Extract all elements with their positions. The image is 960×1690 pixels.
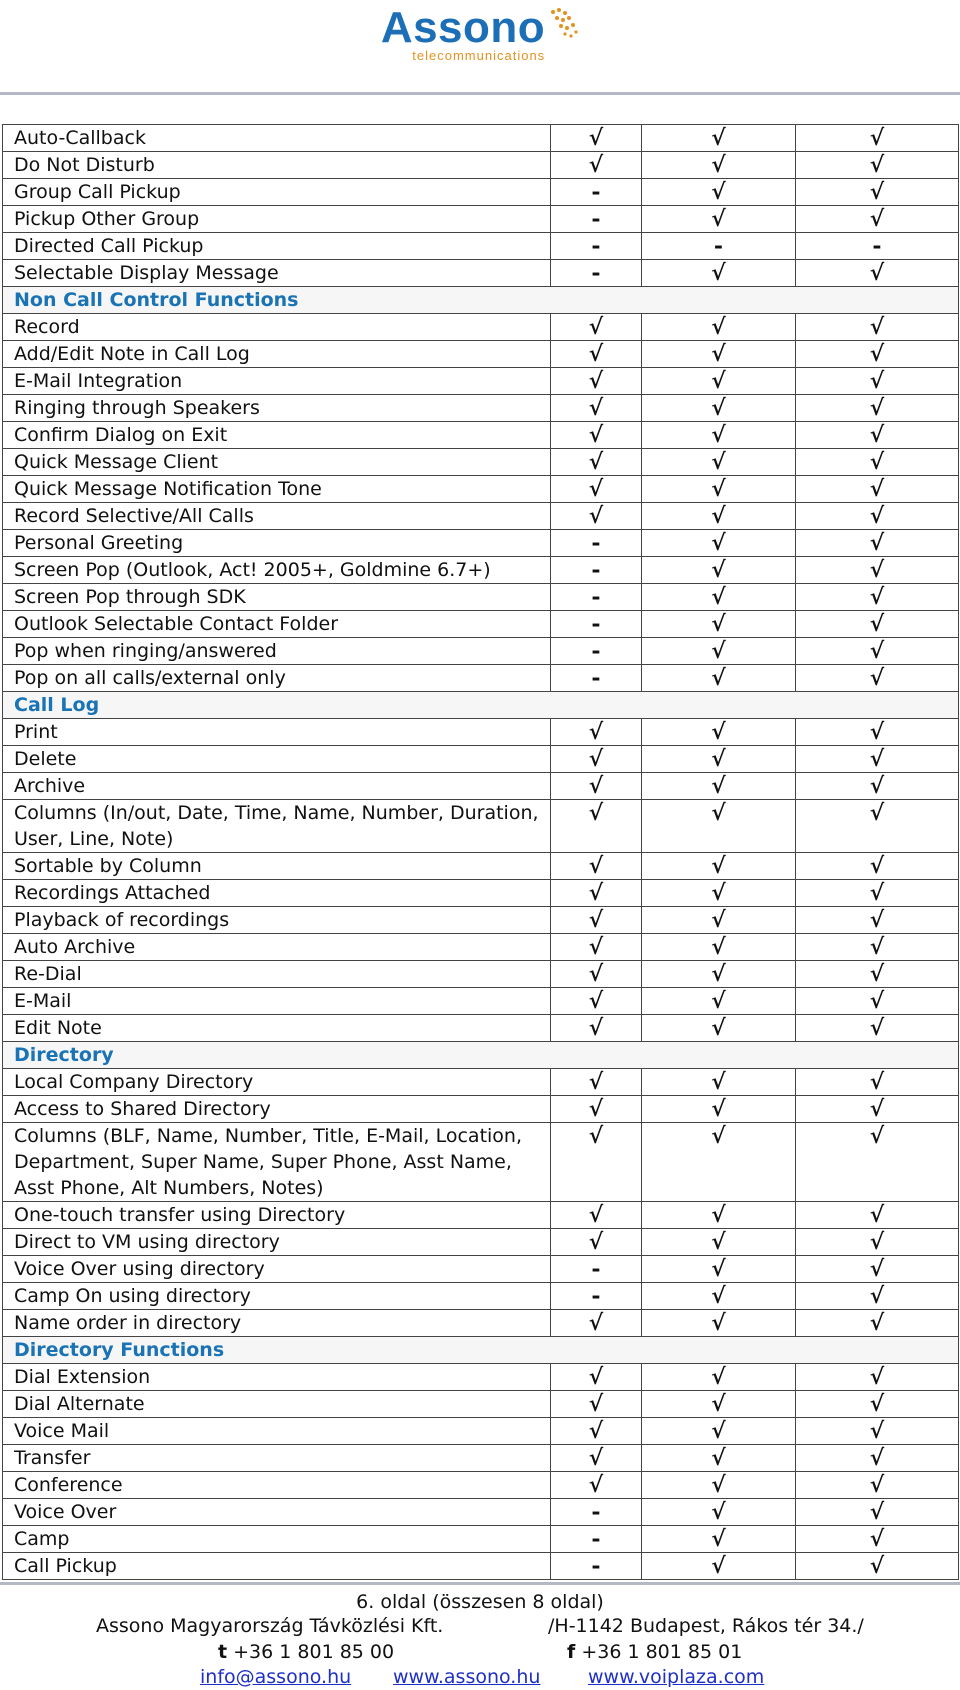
check-mark-icon: √ [551,961,642,988]
table-row [3,1364,959,1391]
feature-label: Access to Shared Directory [3,1096,551,1123]
check-mark-icon: √ [796,907,959,934]
feature-label: E-Mail [3,988,551,1015]
feature-label: Camp On using directory [3,1283,551,1310]
check-mark-icon: √ [796,314,959,341]
not-available-dash: - [551,1256,642,1283]
table-row [3,557,959,584]
check-mark-icon: √ [642,260,796,287]
footer [0,1589,960,1615]
not-available-dash: - [551,1283,642,1310]
check-mark-icon: √ [796,368,959,395]
check-mark-icon: √ [642,557,796,584]
check-mark-icon: √ [642,880,796,907]
logo-tagline: telecommunications [412,48,546,63]
table-row [3,1256,959,1283]
check-mark-icon: √ [642,476,796,503]
logo-wordmark: Assono [380,3,546,52]
table-row [3,1472,959,1499]
check-mark-icon: √ [796,1391,959,1418]
check-mark-icon: √ [642,961,796,988]
table-row [3,1445,959,1472]
logo-dots-icon [549,6,579,46]
check-mark-icon: √ [796,665,959,692]
table-row [3,314,959,341]
section-title: Directory [3,1042,959,1069]
feature-label: Re-Dial [3,961,551,988]
feature-label: Sortable by Column [3,853,551,880]
feature-label: Dial Extension [3,1364,551,1391]
feature-label: Call Pickup [3,1553,551,1580]
check-mark-icon: √ [796,800,959,853]
check-mark-icon: √ [551,1472,642,1499]
email-link[interactable]: info@assono.hu [200,1666,352,1688]
check-mark-icon: √ [551,1445,642,1472]
check-mark-icon: √ [796,341,959,368]
check-mark-icon: √ [796,611,959,638]
phone-number: +36 1 801 85 00 [233,1641,395,1663]
check-mark-icon: √ [796,476,959,503]
check-mark-icon: √ [551,719,642,746]
check-mark-icon: √ [642,584,796,611]
check-mark-icon: √ [642,530,796,557]
fax-number: +36 1 801 85 01 [581,1641,743,1663]
feature-label: Columns (In/out, Date, Time, Name, Number, Duration, User, Line, Note) [3,800,551,853]
feature-label: Auto Archive [3,934,551,961]
check-mark-icon: √ [551,449,642,476]
check-mark-icon: √ [551,476,642,503]
header-rule [0,92,960,95]
not-available-dash: - [551,665,642,692]
feature-label: Voice Mail [3,1418,551,1445]
check-mark-icon: √ [551,907,642,934]
check-mark-icon: √ [642,449,796,476]
feature-label: Screen Pop through SDK [3,584,551,611]
feature-label: Record [3,314,551,341]
check-mark-icon: √ [796,880,959,907]
section-title: Non Call Control Functions [3,287,959,314]
phone-prefix: t [218,1641,228,1663]
footer-rule [0,1582,960,1585]
check-mark-icon: √ [642,368,796,395]
check-mark-icon: √ [642,206,796,233]
table-row [3,530,959,557]
table-row [3,719,959,746]
company-logo [0,4,960,76]
check-mark-icon: √ [796,1499,959,1526]
check-mark-icon: √ [796,1418,959,1445]
table-row [3,1418,959,1445]
not-available-dash: - [551,1499,642,1526]
feature-label: Voice Over using directory [3,1256,551,1283]
check-mark-icon: √ [796,1283,959,1310]
check-mark-icon: √ [796,1069,959,1096]
check-mark-icon: √ [796,853,959,880]
table-row [3,1283,959,1310]
check-mark-icon: √ [642,934,796,961]
feature-label: Camp [3,1526,551,1553]
table-row [3,1310,959,1337]
feature-label: Pickup Other Group [3,206,551,233]
check-mark-icon: √ [642,341,796,368]
table-row [3,1553,959,1580]
feature-label: Pop when ringing/answered [3,638,551,665]
check-mark-icon: √ [551,800,642,853]
check-mark-icon: √ [642,1472,796,1499]
check-mark-icon: √ [796,422,959,449]
assono-web-link[interactable]: www.assono.hu [393,1666,541,1688]
feature-label: Add/Edit Note in Call Log [3,341,551,368]
table-row [3,1069,959,1096]
check-mark-icon: √ [551,1310,642,1337]
feature-label: Outlook Selectable Contact Folder [3,611,551,638]
check-mark-icon: √ [796,1553,959,1580]
not-available-dash: - [551,1526,642,1553]
table-row [3,961,959,988]
check-mark-icon: √ [642,1364,796,1391]
check-mark-icon: √ [796,557,959,584]
not-available-dash: - [642,233,796,260]
feature-label: Do Not Disturb [3,152,551,179]
check-mark-icon: √ [642,1418,796,1445]
check-mark-icon: √ [642,719,796,746]
table-row [3,206,959,233]
not-available-dash: - [551,260,642,287]
feature-label: Directed Call Pickup [3,233,551,260]
check-mark-icon: √ [551,125,642,152]
not-available-dash: - [551,611,642,638]
table-row [3,611,959,638]
check-mark-icon: √ [796,746,959,773]
not-available-dash: - [551,1553,642,1580]
company-name: Assono Magyarország Távközlési Kft. [96,1615,444,1637]
section-header-row [3,692,959,719]
check-mark-icon: √ [551,1096,642,1123]
feature-label: Recordings Attached [3,880,551,907]
not-available-dash: - [551,584,642,611]
feature-label: Quick Message Client [3,449,551,476]
check-mark-icon: √ [642,1283,796,1310]
feature-label: Personal Greeting [3,530,551,557]
feature-label: E-Mail Integration [3,368,551,395]
table-row [3,907,959,934]
feature-label: Selectable Display Message [3,260,551,287]
check-mark-icon: √ [796,1256,959,1283]
feature-label: Confirm Dialog on Exit [3,422,551,449]
check-mark-icon: √ [642,1310,796,1337]
check-mark-icon: √ [642,1445,796,1472]
check-mark-icon: √ [642,988,796,1015]
check-mark-icon: √ [642,1202,796,1229]
check-mark-icon: √ [642,1123,796,1202]
not-available-dash: - [551,206,642,233]
check-mark-icon: √ [551,853,642,880]
check-mark-icon: √ [642,314,796,341]
check-mark-icon: √ [551,503,642,530]
check-mark-icon: √ [642,773,796,800]
check-mark-icon: √ [796,1229,959,1256]
check-mark-icon: √ [796,152,959,179]
check-mark-icon: √ [551,880,642,907]
check-mark-icon: √ [551,773,642,800]
check-mark-icon: √ [642,1229,796,1256]
page-number: 6. oldal (összesen 8 oldal) [356,1591,604,1613]
feature-label: Archive [3,773,551,800]
feature-label: Record Selective/All Calls [3,503,551,530]
check-mark-icon: √ [642,1069,796,1096]
table-row [3,773,959,800]
feature-label: Playback of recordings [3,907,551,934]
feature-label: Quick Message Notification Tone [3,476,551,503]
table-row [3,233,959,260]
check-mark-icon: √ [796,1096,959,1123]
check-mark-icon: √ [796,584,959,611]
table-row [3,1096,959,1123]
table-row [3,1202,959,1229]
check-mark-icon: √ [642,1499,796,1526]
check-mark-icon: √ [551,341,642,368]
check-mark-icon: √ [642,746,796,773]
fax-prefix: f [567,1641,576,1663]
feature-label: Print [3,719,551,746]
check-mark-icon: √ [796,179,959,206]
feature-label: Auto-Callback [3,125,551,152]
check-mark-icon: √ [551,422,642,449]
check-mark-icon: √ [796,1202,959,1229]
check-mark-icon: √ [796,1123,959,1202]
check-mark-icon: √ [551,152,642,179]
table-row [3,1015,959,1042]
check-mark-icon: √ [642,152,796,179]
check-mark-icon: √ [796,988,959,1015]
table-row [3,880,959,907]
table-row [3,1123,959,1202]
table-row [3,638,959,665]
check-mark-icon: √ [642,422,796,449]
table-row [3,1499,959,1526]
check-mark-icon: √ [551,314,642,341]
table-row [3,152,959,179]
table-row [3,746,959,773]
check-mark-icon: √ [551,988,642,1015]
table-row [3,1526,959,1553]
voiplaza-web-link[interactable]: www.voiplaza.com [588,1666,765,1688]
check-mark-icon: √ [551,1229,642,1256]
not-available-dash: - [551,179,642,206]
feature-label: Pop on all calls/external only [3,665,551,692]
check-mark-icon: √ [551,746,642,773]
check-mark-icon: √ [796,395,959,422]
table-row [3,179,959,206]
check-mark-icon: √ [642,1096,796,1123]
table-row [3,665,959,692]
check-mark-icon: √ [551,395,642,422]
not-available-dash: - [551,233,642,260]
section-title: Call Log [3,692,959,719]
fax [567,1641,742,1663]
feature-label: Local Company Directory [3,1069,551,1096]
table-row [3,1229,959,1256]
check-mark-icon: √ [551,1123,642,1202]
check-mark-icon: √ [796,125,959,152]
check-mark-icon: √ [642,1391,796,1418]
check-mark-icon: √ [642,125,796,152]
check-mark-icon: √ [642,907,796,934]
not-available-dash: - [551,557,642,584]
check-mark-icon: √ [642,1015,796,1042]
check-mark-icon: √ [796,961,959,988]
check-mark-icon: √ [796,773,959,800]
table-row [3,125,959,152]
section-header-row [3,1042,959,1069]
not-available-dash: - [796,233,959,260]
feature-label: Ringing through Speakers [3,395,551,422]
section-title: Directory Functions [3,1337,959,1364]
company-address: /H-1142 Budapest, Rákos tér 34./ [548,1615,864,1637]
feature-label: One-touch transfer using Directory [3,1202,551,1229]
check-mark-icon: √ [796,449,959,476]
table-row [3,1391,959,1418]
check-mark-icon: √ [796,719,959,746]
check-mark-icon: √ [796,1472,959,1499]
feature-table [2,124,959,1580]
check-mark-icon: √ [551,1069,642,1096]
check-mark-icon: √ [642,503,796,530]
check-mark-icon: √ [642,611,796,638]
check-mark-icon: √ [796,1310,959,1337]
section-header-row [3,1337,959,1364]
check-mark-icon: √ [642,638,796,665]
check-mark-icon: √ [796,1526,959,1553]
feature-label: Delete [3,746,551,773]
check-mark-icon: √ [642,665,796,692]
check-mark-icon: √ [796,530,959,557]
check-mark-icon: √ [796,638,959,665]
table-row [3,800,959,853]
section-header-row [3,287,959,314]
table-row [3,395,959,422]
check-mark-icon: √ [796,206,959,233]
table-row [3,853,959,880]
feature-label: Columns (BLF, Name, Number, Title, E-Mail, Location, Department, Super Name, Super Phone, Asst Name, Asst Phone, Alt Numbers, Notes) [3,1123,551,1202]
table-row [3,449,959,476]
table-row [3,260,959,287]
feature-label: Edit Note [3,1015,551,1042]
not-available-dash: - [551,638,642,665]
feature-label: Name order in directory [3,1310,551,1337]
check-mark-icon: √ [551,1202,642,1229]
table-row [3,988,959,1015]
check-mark-icon: √ [796,503,959,530]
feature-label: Conference [3,1472,551,1499]
table-row [3,503,959,530]
check-mark-icon: √ [642,1553,796,1580]
table-row [3,584,959,611]
feature-label: Direct to VM using directory [3,1229,551,1256]
check-mark-icon: √ [642,800,796,853]
feature-label: Group Call Pickup [3,179,551,206]
check-mark-icon: √ [796,934,959,961]
table-row [3,368,959,395]
check-mark-icon: √ [796,1015,959,1042]
check-mark-icon: √ [551,1015,642,1042]
feature-label: Dial Alternate [3,1391,551,1418]
check-mark-icon: √ [796,260,959,287]
check-mark-icon: √ [642,853,796,880]
phone [218,1641,394,1663]
footer-links-row [0,1664,960,1690]
check-mark-icon: √ [642,395,796,422]
table-row [3,422,959,449]
check-mark-icon: √ [551,368,642,395]
check-mark-icon: √ [551,1418,642,1445]
footer-company-row [0,1615,960,1641]
table-row [3,341,959,368]
check-mark-icon: √ [642,1256,796,1283]
check-mark-icon: √ [642,1526,796,1553]
check-mark-icon: √ [551,1391,642,1418]
check-mark-icon: √ [796,1364,959,1391]
check-mark-icon: √ [551,1364,642,1391]
feature-label: Screen Pop (Outlook, Act! 2005+, Goldmine 6.7+) [3,557,551,584]
table-row [3,934,959,961]
check-mark-icon: √ [642,179,796,206]
check-mark-icon: √ [796,1445,959,1472]
feature-label: Transfer [3,1445,551,1472]
not-available-dash: - [551,530,642,557]
feature-label: Voice Over [3,1499,551,1526]
check-mark-icon: √ [551,934,642,961]
table-row [3,476,959,503]
